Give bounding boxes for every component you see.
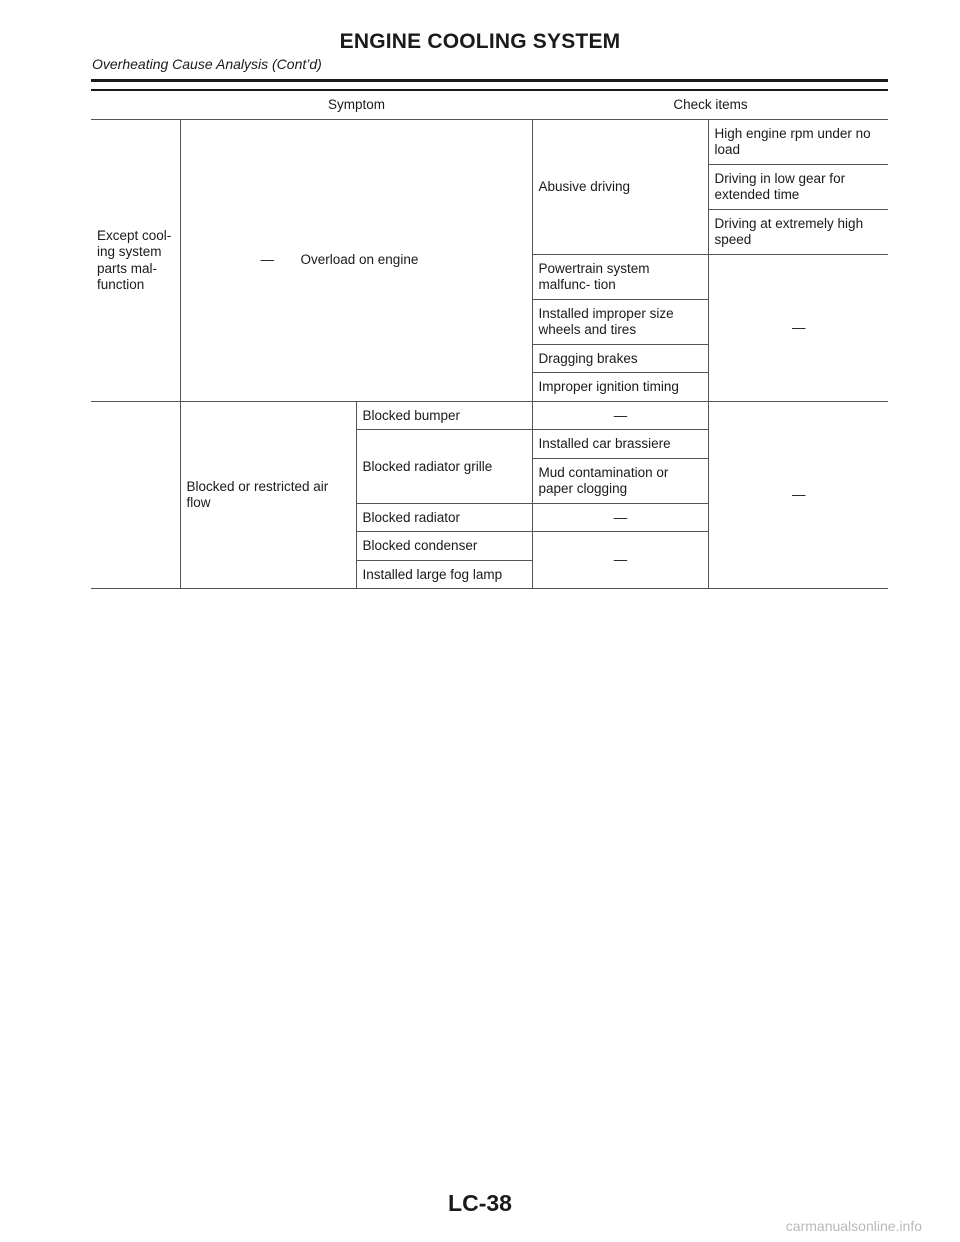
table-row [91,119,888,164]
symptom-item: Blocked bumper [356,401,532,430]
symptom-item: Installed car brassiere [532,430,708,459]
header-blank-cell [91,90,180,119]
check-items-header: Check items [532,90,888,119]
page-subtitle: Overheating Cause Analysis (Cont’d) [92,56,322,72]
abusive-driving-cell: Abusive driving [532,119,708,254]
watermark: carmanualsonline.info [785,1218,922,1234]
table-header-row [91,90,888,119]
symptom-item: Blocked radiator [356,503,532,532]
cause-analysis-table [91,89,888,589]
symptom-item: Dragging brakes [532,344,708,373]
symptom-item: Blocked radiator grille [356,430,532,504]
symptom-item: Installed large fog lamp [356,560,532,589]
check-item: Driving in low gear for extended time [708,164,888,209]
header-rule [91,79,888,82]
overload-dash: — [260,252,274,268]
check-dash: — [708,254,888,401]
table-row [91,401,888,430]
check-dash: — [532,401,708,430]
symptom-item: Installed improper size wheels and tires [532,299,708,344]
check-dash: — [532,503,708,532]
symptom-item: Blocked condenser [356,532,532,561]
overload-label: Overload on engine [300,252,419,268]
check-item: High engine rpm under no load [708,119,888,164]
symptom-item: Powertrain system malfunc- tion [532,254,708,299]
group-blank-cell [91,401,180,589]
overload-on-engine-cell [180,119,532,401]
page-number: LC-38 [448,1190,512,1216]
symptom-header: Symptom [180,90,532,119]
check-dash: — [708,401,888,589]
check-item: Driving at extremely high speed [708,209,888,254]
check-dash: — [532,532,708,589]
symptom-item: Improper ignition timing [532,373,708,402]
group-except-cooling: Except cool- ing system parts mal- function [91,119,180,401]
symptom-item: Mud contamination or paper clogging [532,458,708,503]
blocked-airflow-cell: Blocked or restricted air flow [180,401,356,589]
page-title: ENGINE COOLING SYSTEM [339,30,621,53]
